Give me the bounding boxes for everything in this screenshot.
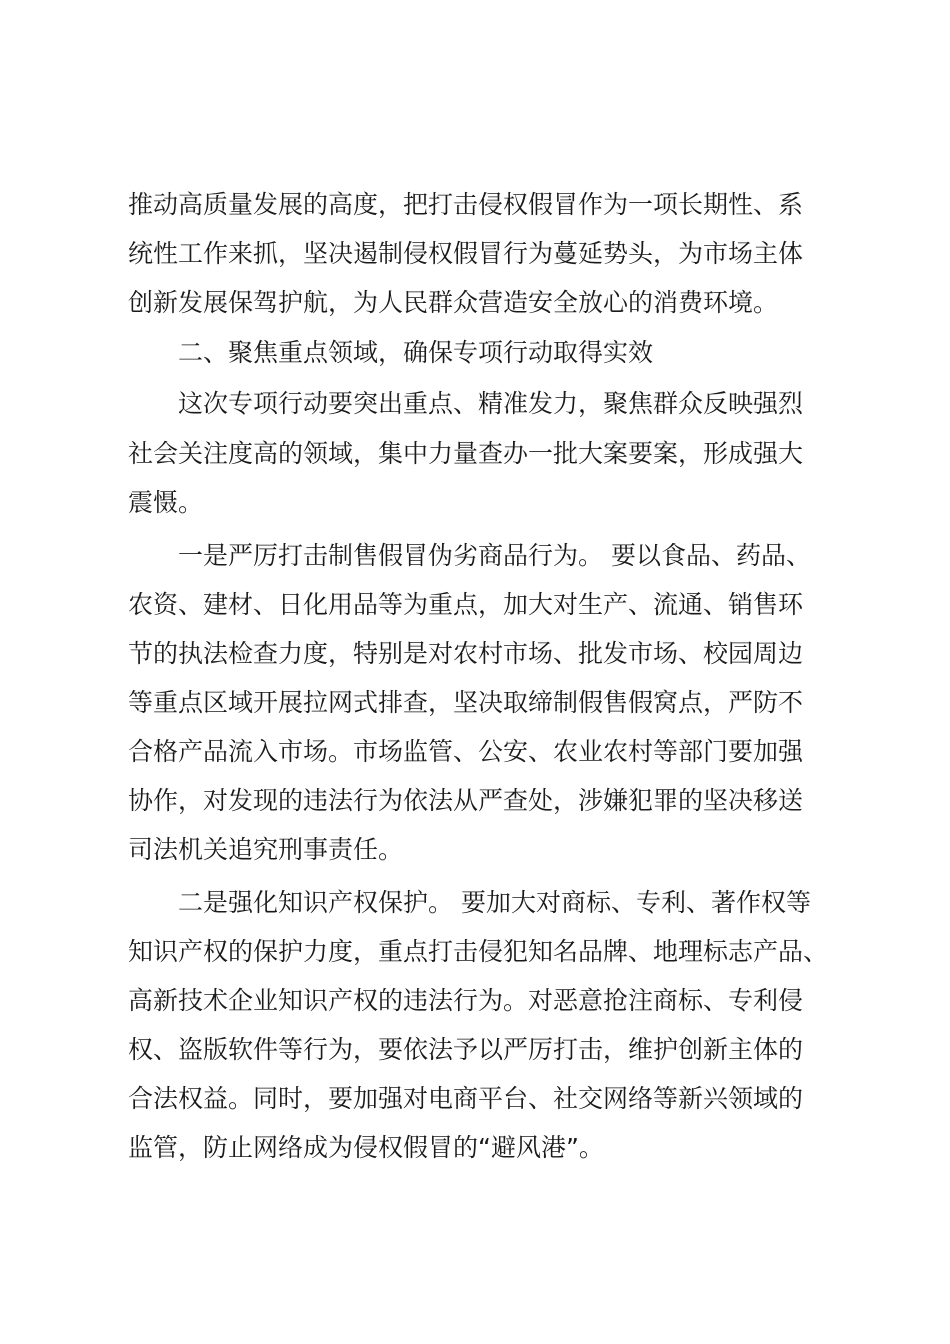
paragraph-line: 合法权益。同时，要加强对电商平台、社交网络等新兴领域的 (128, 1084, 804, 1113)
paragraph-line: 知识产权的保护力度，重点打击侵犯知名品牌、地理标志产品、 (128, 937, 829, 966)
paragraph-line: 这次专项行动要突出重点、精准发力，聚焦群众反映强烈 (178, 389, 804, 418)
paragraph-line: 社会关注度高的领域，集中力量查办一批大案要案，形成强大 (128, 439, 804, 468)
paragraph-line: 创新发展保驾护航，为人民群众营造安全放心的消费环境。 (128, 288, 779, 317)
section-heading: 二、聚焦重点领域，确保专项行动取得实效 (178, 338, 654, 367)
paragraph-line: 节的执法检查力度，特别是对农村市场、批发市场、校园周边 (128, 639, 804, 668)
paragraph-line: 协作，对发现的违法行为依法从严查处，涉嫌犯罪的坚决移送 (128, 786, 804, 815)
paragraph-line: 监管，防止网络成为侵权假冒的“避风港”。 (128, 1133, 604, 1162)
subsection-lead-line: 二是强化知识产权保护。 要加大对商标、专利、著作权等 (178, 888, 811, 917)
subsection-lead-line: 一是严厉打击制售假冒伪劣商品行为。 要以食品、药品、 (178, 541, 811, 570)
paragraph-line: 农资、建材、日化用品等为重点，加大对生产、流通、销售环 (128, 590, 804, 619)
paragraph-line: 合格产品流入市场。市场监管、公安、农业农村等部门要加强 (128, 737, 804, 766)
paragraph-line: 震慑。 (128, 488, 204, 517)
paragraph-line: 推动高质量发展的高度，把打击侵权假冒作为一项长期性、系 (128, 190, 804, 219)
paragraph-line: 权、盗版软件等行为，要依法予以严厉打击，维护创新主体的 (128, 1035, 804, 1064)
paragraph-line: 统性工作来抓，坚决遏制侵权假冒行为蔓延势头，为市场主体 (128, 239, 804, 268)
paragraph-line: 司法机关追究刑事责任。 (128, 835, 404, 864)
paragraph-line: 高新技术企业知识产权的违法行为。对恶意抢注商标、专利侵 (128, 986, 804, 1015)
paragraph-line: 等重点区域开展拉网式排查，坚决取缔制假售假窝点，严防不 (128, 688, 804, 717)
